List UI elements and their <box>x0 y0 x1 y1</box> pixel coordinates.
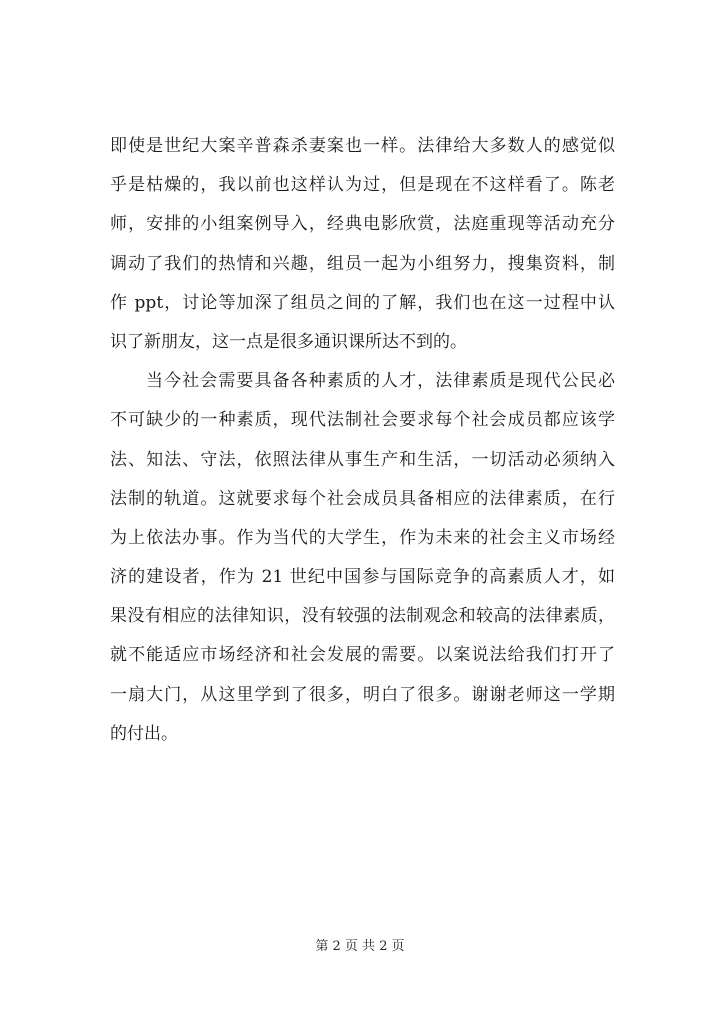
paragraph-1-line-6: 识了新朋友，这一点是很多通识课所达不到的。 <box>110 331 467 352</box>
paragraph-2-line-9: 一扇大门，从这里学到了很多，明白了很多。谢谢老师这一学期 <box>110 684 615 705</box>
paragraph-1-line-4: 调动了我们的热情和兴趣，组员一起为小组努力，搜集资料，制 <box>110 253 615 274</box>
page-number-footer: 第 2 页 共 2 页 <box>315 939 405 954</box>
paragraph-2-line-8: 就不能适应市场经济和社会发展的需要。以案说法给我们打开了 <box>110 645 615 666</box>
paragraph-2-line-7: 果没有相应的法律知识，没有较强的法制观念和较高的法律素质， <box>110 606 615 627</box>
paragraph-2-line-2: 不可缺少的一种素质，现代法制社会要求每个社会成员都应该学 <box>110 410 615 431</box>
document-body <box>110 127 615 754</box>
paragraph-2-line-5: 为上依法办事。作为当代的大学生，作为未来的社会主义市场经 <box>110 527 615 548</box>
paragraph-1-line-5: 作 ppt，讨论等加深了组员之间的了解，我们也在这一过程中认 <box>110 292 615 313</box>
paragraph-2-line-1: 当今社会需要具备各种素质的人才，法律素质是现代公民必 <box>146 371 615 392</box>
paragraph-2-line-3: 法、知法、守法，依照法律从事生产和生活，一切活动必须纳入 <box>110 449 615 470</box>
paragraph-2-line-6: 济的建设者，作为 21 世纪中国参与国际竞争的高素质人才，如 <box>110 567 615 588</box>
paragraph-2-line-10: 的付出。 <box>110 723 178 744</box>
paragraph-1-line-2: 乎是枯燥的，我以前也这样认为过，但是现在不这样看了。陈老 <box>110 175 615 196</box>
paragraph-1-line-3: 师，安排的小组案例导入，经典电影欣赏，法庭重现等活动充分 <box>110 214 615 235</box>
paragraph-1-line-1: 即使是世纪大案辛普森杀妻案也一样。法律给大多数人的感觉似 <box>110 136 615 156</box>
paragraph-2-line-4: 法制的轨道。这就要求每个社会成员具备相应的法律素质，在行 <box>110 488 615 509</box>
